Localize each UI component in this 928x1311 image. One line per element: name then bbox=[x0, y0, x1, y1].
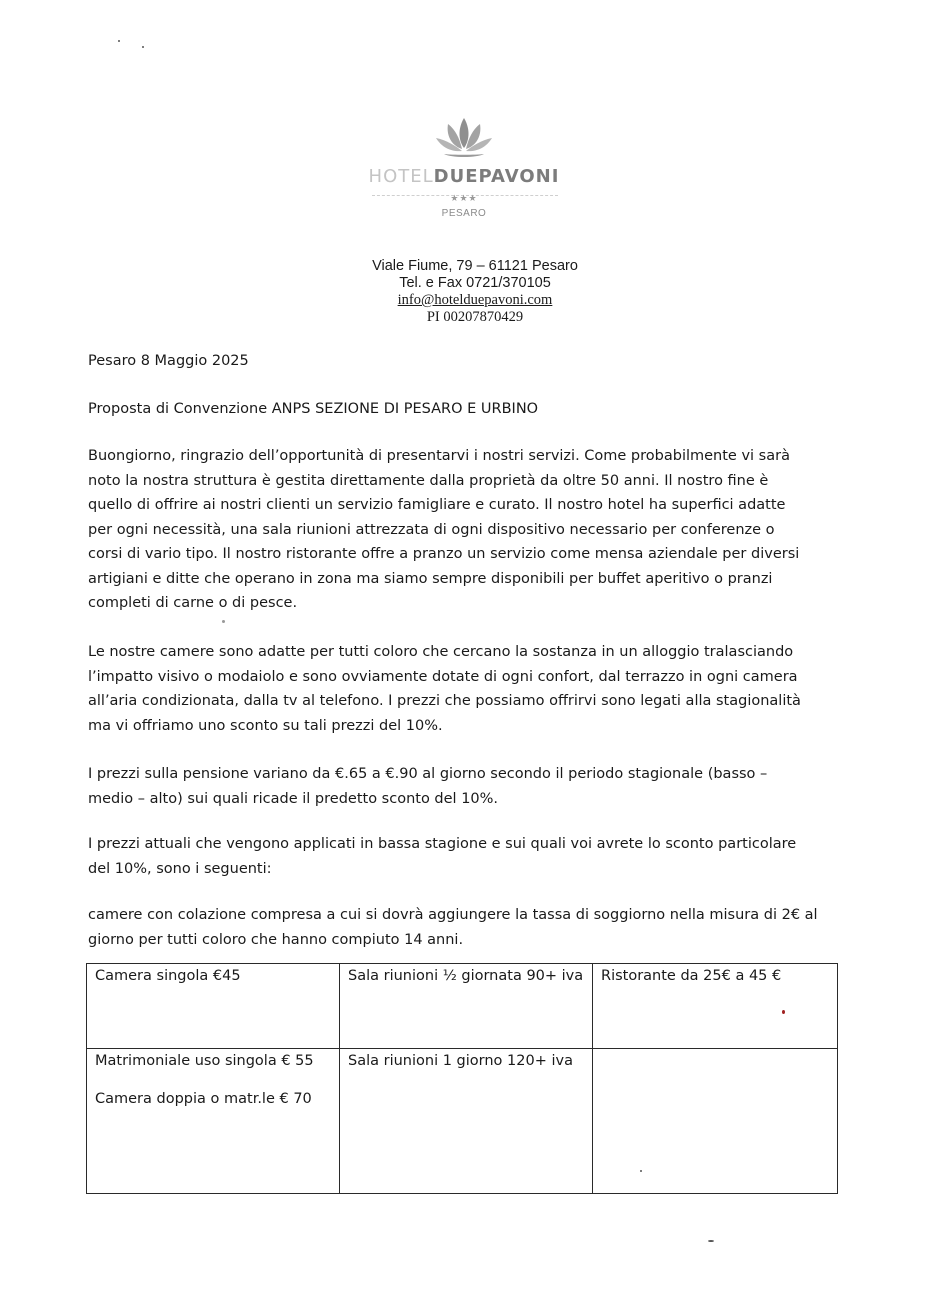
paragraph-tourist-tax bbox=[88, 903, 848, 952]
scan-speck bbox=[142, 46, 144, 48]
paragraph-line: quello di offrire ai nostri clienti un servizio famigliare e curato. Il nostro hotel ha superfici adatte bbox=[88, 497, 786, 513]
rate-meeting-half-day: Sala riunioni ½ giornata 90+ iva bbox=[348, 968, 584, 984]
table-row bbox=[87, 964, 838, 1049]
hotel-address-block bbox=[322, 258, 628, 326]
scan-speck bbox=[782, 1010, 785, 1014]
lotus-logo-icon bbox=[434, 116, 494, 160]
table-cell bbox=[87, 1049, 340, 1194]
hotel-brand-name bbox=[0, 166, 928, 187]
hotel-stars: ★★★ bbox=[450, 193, 478, 203]
paragraph-line: noto la nostra struttura è gestita direttamente dalla proprietà da oltre 50 anni. Il nostro fine è bbox=[88, 472, 769, 489]
letter-subject: Proposta di Convenzione ANPS SEZIONE DI PESARO E URBINO bbox=[88, 401, 539, 417]
paragraph-line: del 10%, sono i seguenti: bbox=[88, 860, 272, 877]
rates-table bbox=[86, 963, 838, 1194]
rate-restaurant: Ristorante da 25€ a 45 € bbox=[601, 968, 782, 984]
address-email: info@hotelduepavoni.com bbox=[397, 292, 553, 308]
paragraph-line: all’aria condizionata, dalla tv al telefono. I prezzi che possiamo offrirvi sono legati alla stagionalità bbox=[88, 693, 801, 709]
rate-double-room: Camera doppia o matr.le € 70 bbox=[95, 1091, 312, 1107]
scan-speck bbox=[708, 1240, 714, 1242]
rate-meeting-full-day: Sala riunioni 1 giorno 120+ iva bbox=[348, 1053, 573, 1069]
address-vat: PI 00207870429 bbox=[426, 309, 524, 325]
rate-single-room: Camera singola €45 bbox=[95, 968, 241, 984]
brand-dark-part: DUEPAVONI bbox=[433, 166, 560, 187]
paragraph-line: medio – alto) sui quali ricade il predetto sconto del 10%. bbox=[88, 790, 499, 807]
table-cell bbox=[340, 1049, 593, 1194]
letter-date: Pesaro 8 Maggio 2025 bbox=[88, 353, 249, 369]
table-row bbox=[87, 1049, 838, 1194]
table-cell bbox=[593, 1049, 838, 1194]
paragraph-line: completi di carne o di pesce. bbox=[88, 595, 298, 611]
table-cell bbox=[340, 964, 593, 1049]
paragraph-current-prices bbox=[88, 832, 848, 881]
paragraph-line: Le nostre camere sono adatte per tutti coloro che cercano la sostanza in un alloggio tralasciando bbox=[88, 644, 794, 660]
paragraph-line: camere con colazione compresa a cui si dovrà aggiungere la tassa di soggiorno nella misura di 2€ al bbox=[88, 907, 818, 923]
rate-double-single-use: Matrimoniale uso singola € 55 bbox=[95, 1053, 314, 1069]
paragraph-line: l’impatto visivo o modaiolo e sono ovviamente dotate di ogni confort, dal terrazzo in ogni camera bbox=[88, 668, 798, 685]
paragraph-line: Buongiorno, ringrazio dell’opportunità di presentarvi i nostri servizi. Come probabilmente vi sarà bbox=[88, 448, 790, 464]
paragraph-line: per ogni necessità, una sala riunioni attrezzata di ogni dispositivo necessario per conferenze o bbox=[88, 521, 775, 538]
scan-speck bbox=[222, 620, 225, 623]
paragraph-line: corsi di vario tipo. Il nostro ristorante offre a pranzo un servizio come mensa aziendale per diversi bbox=[88, 546, 800, 562]
paragraph-line: artigiani e ditte che operano in zona ma siamo sempre disponibili per buffet aperitivo o pranzi bbox=[88, 570, 773, 587]
address-phone: Tel. e Fax 0721/370105 bbox=[399, 275, 551, 291]
paragraph-rooms bbox=[88, 640, 848, 738]
scan-speck bbox=[118, 40, 120, 42]
paragraph-line: giorno per tutti coloro che hanno compiuto 14 anni. bbox=[88, 931, 464, 948]
paragraph-line: I prezzi attuali che vengono applicati in bassa stagione e sui quali voi avrete lo sconto particolare bbox=[88, 836, 797, 852]
scan-speck bbox=[640, 1170, 642, 1172]
paragraph-intro bbox=[88, 444, 848, 616]
paragraph-board-prices bbox=[88, 762, 848, 811]
paragraph-line: I prezzi sulla pensione variano da €.65 a €.90 al giorno secondo il periodo stagionale (basso – bbox=[88, 766, 768, 782]
brand-light-part: HOTEL bbox=[368, 166, 434, 187]
address-street: Viale Fiume, 79 – 61121 Pesaro bbox=[372, 258, 578, 274]
table-cell bbox=[593, 964, 838, 1049]
hotel-city: PESARO bbox=[441, 208, 487, 219]
paragraph-line: ma vi offriamo uno sconto su tali prezzi del 10%. bbox=[88, 717, 443, 734]
table-cell bbox=[87, 964, 340, 1049]
